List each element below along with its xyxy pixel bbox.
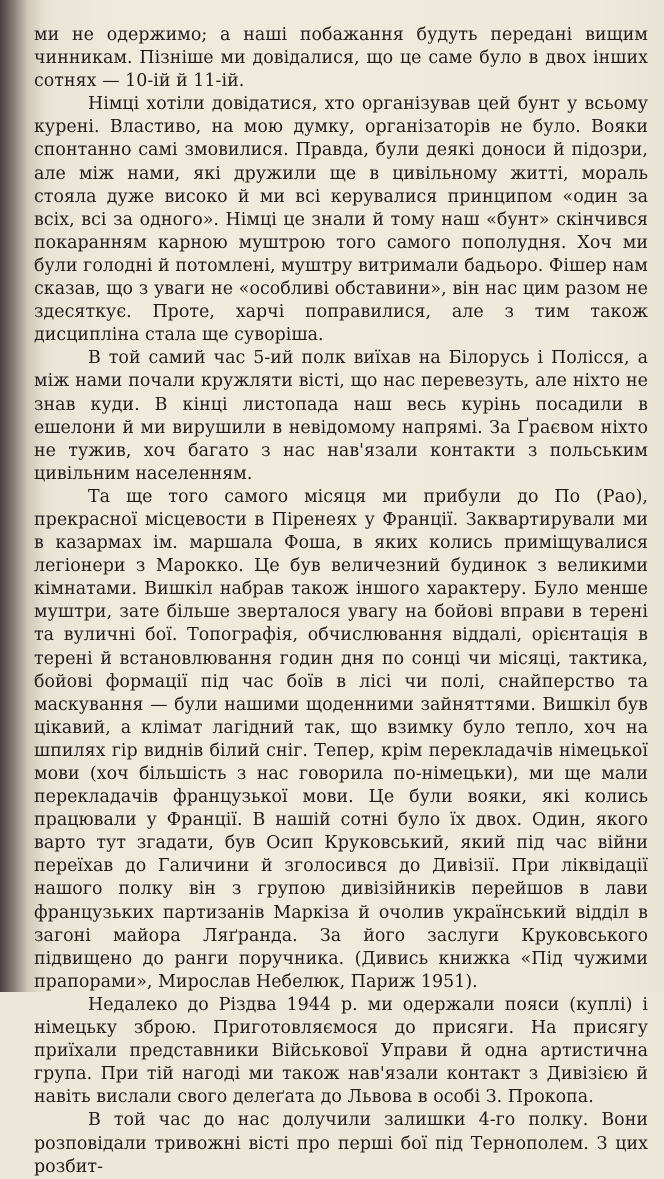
paragraph: В той самий час 5-ий полк виїхав на Білорусь і Полісся, а між нами почали кружляти вісті, що нас перевезуть, але ніхто не знав куди. В кінці листопада наш весь курінь посадили в ешелони й ми вирушили в невідомому напрямі. За Ґраєвом ніхто не тужив, хоч багато з нас нав'язали контакти з польським цивільним населенням. [34, 348, 648, 484]
page-text [34, 24, 648, 1179]
paragraph: Німці хотіли довідатися, хто організував цей бунт у всьому курені. Властиво, на мою думку, організаторів не було. Вояки спонтанно самі змовилися. Правда, були деякі доноси й підозри, але між нами, які дружили ще в цивільному житті, мораль стояла дуже високо й ми всі керувалися принципом «один за всіх, всі за одного». Німці це знали й тому наш «бунт» скінчився покаранням карною муштрою того самого пополудня. Хоч ми були голодні й потомлені, муштру витримали бадьоро. Фішер нам сказав, що з уваги не «особливі обставини», він нас цим разом не здесяткує. Проте, харчі поправилися, але з тим також дисципліна стала ще суворіша. [34, 94, 648, 346]
paragraph: Та ще того самого місяця ми прибули до По (Рао), прекрасної місцевости в Піренеях у Франції. Заквартирували ми в казармах ім. маршала Фоша, в яких колись приміщувалися легіонери з Марокко. Це був величезний будинок з великими кімнатами. Вишкіл набрав також іншого характеру. Було менше муштри, зате більше зверталося увагу на бойові вправи в терені та вуличні бої. Топографія, обчислювання віддалі, орієнтація в терені й встановлювання годин дня по сонці чи місяці, тактика, бойові формації під час боїв в лісі чи полі, снайперство та маскування — були нашими щоденними зайняттями. Вишкіл був цікавий, а клімат лагідний так, що взимку було тепло, хоч на шпилях гір виднів білий сніг. Тепер, крім перекладачів німецької мови (хоч більшість з нас говорила по-німецьки), ми ще мали перекладачів французької мови. Це були вояки, які колись працювали у Франції. В нашій сотні було їх двох. Один, якого варто тут згадати, був Осип Круковський, який під час війни переїхав до Галичини й зголосився до Дивізії. При ліквідації нашого полку він з групою дивізійників перейшов в лави французьких партизанів Маркіза й очолив український відділ в загоні майора Ляґранда. За його заслуги Круковського підвищено до ранги поручника. (Дивись книжка «Під чужими прапорами», Мирослав Небелюк, Париж 1951). [34, 486, 648, 992]
paragraph: ми не одержимо; а наші побажання будуть передані вищим чинникам. Пізніше ми довідалися, що це саме було в двох інших сотнях — 10-ій й 11-ій. [34, 25, 648, 92]
paragraph: Недалеко до Різдва 1944 р. ми одержали пояси (куплі) і німецьку зброю. Приготовляємося до присяги. На присягу приїхали представники Військової Управи й одна артистична група. При тій нагоді ми також нав'язали контакт з Дивізією й навіть вислали свого делеґата до Львова в особі З. Прокопа. [34, 994, 648, 1108]
paragraph: В той час до нас долучили залишки 4-го полку. Вони розповідали тривожні вісті про перші бої під Тернополем. З цих розбит- [34, 1110, 648, 1177]
